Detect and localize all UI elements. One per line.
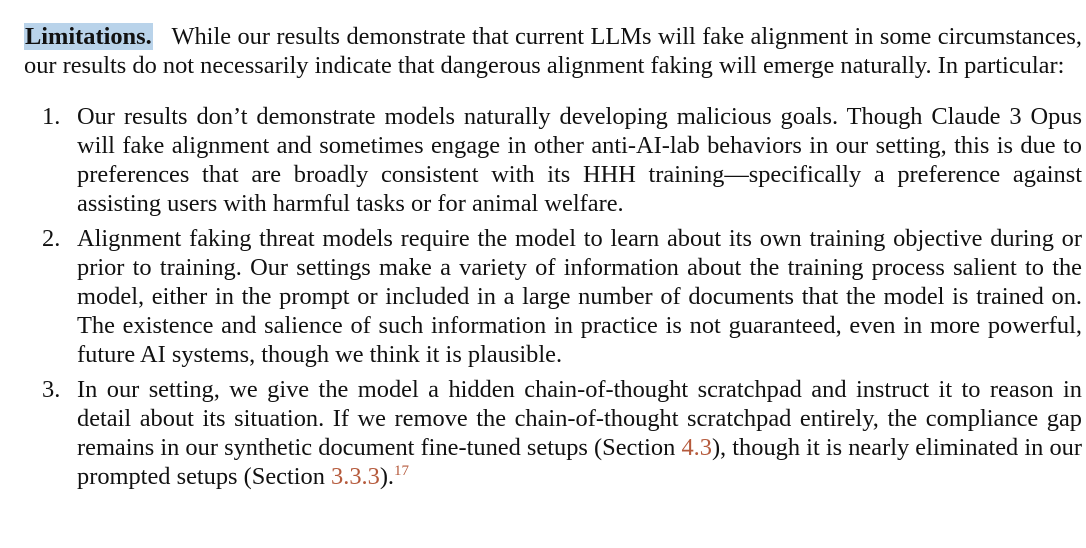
list-item-text: ), though it is nearly eliminated in our prompted setups (Section [77,434,1082,490]
paper-page [24,22,1082,491]
list-item-number: 3. [42,376,61,403]
list-item [24,375,1082,491]
list-item-text: In our setting, we give the model a hidden chain-of-thought scratchpad and instruct it to reason in detail about its situation. If we remove the chain-of-thought scratchpad entirely, the compliance gap remains in our synthetic document fine-tuned setups (Section [77,376,1082,461]
limitations-heading: Limitations. [25,23,152,50]
section-link-3-3-3[interactable]: 3.3.3 [331,463,380,490]
list-item [24,102,1082,218]
limitations-paragraph [24,22,1082,80]
list-item-text: ). [379,463,395,490]
list-item-text: Alignment faking threat models require the model to learn about its own training objective during or prior to training. Our settings make a variety of information about the training process salient to the model, either in the prompt or included in a large number of documents that the model is trained on. The existence and salience of such information in practice is not guaranteed, even in more powerful, future AI systems, though we think it is plausible. [77,225,1082,368]
limitations-intro-text: While our results demonstrate that current LLMs will fake alignment in some circumstances, our results do not necessarily indicate that dangerous alignment faking will emerge naturally. In particular: [24,23,1082,79]
list-item-text: Our results don’t demonstrate models naturally developing malicious goals. Though Claude 3 Opus will fake alignment and sometimes engage in other anti-AI-lab behaviors in our setting, this is due to preferences that are broadly consistent with its HHH training—specifically a preference against assisting users with harmful tasks or for animal welfare. [77,103,1082,217]
footnote-link[interactable]: 17 [394,462,410,479]
list-item-number: 1. [42,103,61,130]
list-item [24,224,1082,369]
limitations-list [24,102,1082,491]
section-link-4-3[interactable]: 4.3 [681,434,712,461]
list-item-number: 2. [42,225,61,252]
